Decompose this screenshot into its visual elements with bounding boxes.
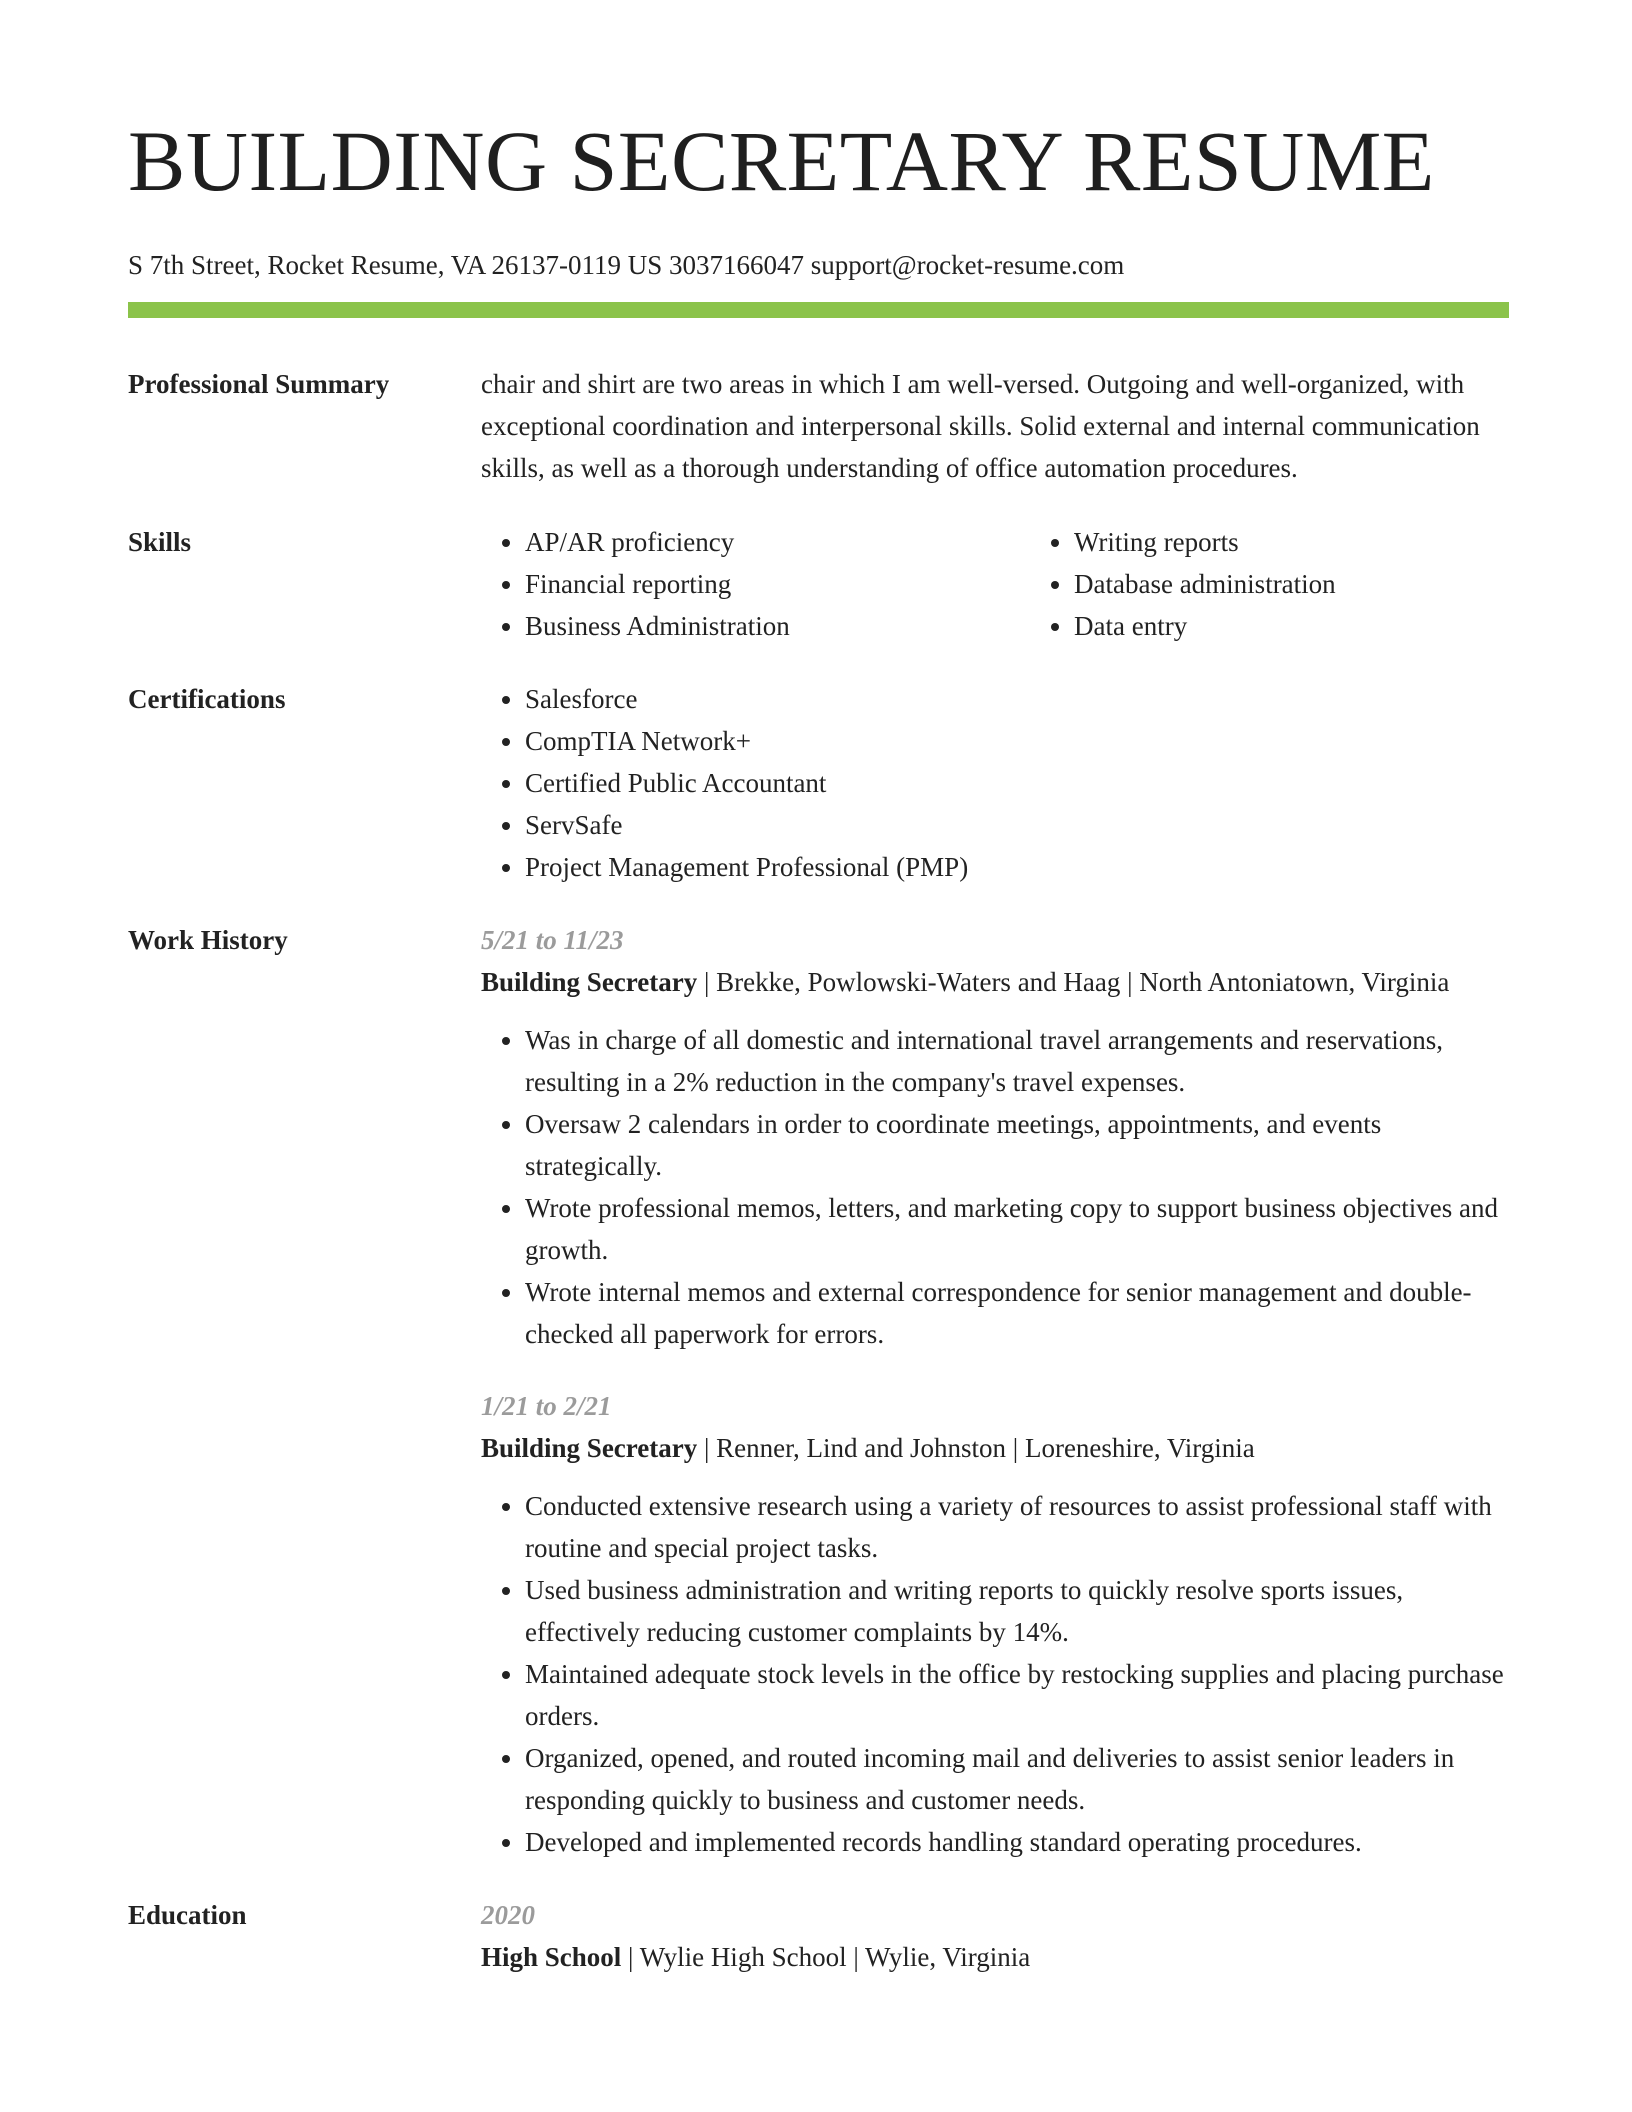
skill-item: • Financial reporting <box>525 563 1030 605</box>
education-body <box>481 1894 1508 1978</box>
contact-line <box>128 248 1508 282</box>
skills-label: Skills <box>128 527 192 557</box>
certifications-label: Certifications <box>128 684 286 714</box>
work-history-section <box>128 919 1508 1863</box>
education-heading <box>481 1936 1508 1978</box>
education-label: Education <box>128 1900 247 1930</box>
job-bullets <box>481 1485 1508 1863</box>
skill-item: • AP/AR proficiency <box>525 521 1030 563</box>
job-bullet: • Wrote professional memos, letters, and marketing copy to support business objectives and growth. <box>525 1187 1508 1271</box>
job-bullet: • Wrote internal memos and external correspondence for senior management and double-checked all paperwork for errors. <box>525 1271 1508 1355</box>
skill-item: • Data entry <box>1074 605 1579 647</box>
education-section <box>128 1894 1508 1978</box>
certification-item: • Salesforce <box>525 678 1508 720</box>
job-details: | Brekke, Powlowski-Waters and Haag | North Antoniatown, Virginia <box>697 967 1450 997</box>
summary-text: chair and shirt are two areas in which I am well-versed. Outgoing and well-organized, with exceptional coordination and interpersonal skills. Solid external and internal communication skills, as well as a thorough understanding of office automation procedures. <box>481 369 1480 483</box>
certifications-list <box>481 678 1508 888</box>
job-title: Building Secretary <box>481 967 698 997</box>
education-year: 2020 <box>481 1900 535 1930</box>
certification-item: • CompTIA Network+ <box>525 720 1508 762</box>
job-bullet: • Oversaw 2 calendars in order to coordinate meetings, appointments, and events strategically. <box>525 1103 1508 1187</box>
job-bullet: • Organized, opened, and routed incoming mail and deliveries to assist senior leaders in responding quickly to business and customer needs. <box>525 1737 1508 1821</box>
job-heading <box>481 1427 1508 1469</box>
resume-title: BUILDING SECRETARY RESUME <box>128 113 1435 209</box>
education-details: | Wylie High School | Wylie, Virginia <box>621 1942 1031 1972</box>
job-title: Building Secretary <box>481 1433 698 1463</box>
summary-section <box>128 363 1508 489</box>
work-history-body <box>481 919 1508 1863</box>
skills-list-right <box>1030 521 1579 647</box>
contact-address: S 7th Street, Rocket Resume, VA 26137-0119 US <box>128 250 663 280</box>
skills-body <box>481 521 1509 647</box>
job-entry <box>481 919 1508 1355</box>
job-bullet: • Used business administration and writing reports to quickly resolve sports issues, effectively reducing customer complaints by 14%. <box>525 1569 1508 1653</box>
job-details: | Renner, Lind and Johnston | Loreneshire, Virginia <box>697 1433 1255 1463</box>
job-dates: 5/21 to 11/23 <box>481 925 624 955</box>
job-dates: 1/21 to 2/21 <box>481 1391 612 1421</box>
certification-item: • ServSafe <box>525 804 1508 846</box>
contact-phone: 3037166047 <box>669 250 805 280</box>
skills-section <box>128 521 1508 647</box>
work-history-label: Work History <box>128 925 288 955</box>
certifications-body <box>481 678 1508 888</box>
skill-item: • Database administration <box>1074 563 1579 605</box>
certifications-section <box>128 678 1508 888</box>
skill-item: • Writing reports <box>1074 521 1579 563</box>
certification-item: • Project Management Professional (PMP) <box>525 846 1508 888</box>
job-heading <box>481 961 1508 1003</box>
contact-email: support@rocket-resume.com <box>810 250 1125 280</box>
skill-item: • Business Administration <box>525 605 1030 647</box>
job-bullet: • Maintained adequate stock levels in the office by restocking supplies and placing purchase orders. <box>525 1653 1508 1737</box>
education-degree: High School <box>481 1942 622 1972</box>
job-bullet: • Developed and implemented records handling standard operating procedures. <box>525 1821 1508 1863</box>
summary-label: Professional Summary <box>128 369 390 399</box>
job-entry <box>481 1385 1508 1863</box>
accent-divider <box>128 302 1509 318</box>
skills-list-left <box>481 521 1030 647</box>
job-bullet: • Was in charge of all domestic and international travel arrangements and reservations, resulting in a 2% reduction in the company's travel expenses. <box>525 1019 1508 1103</box>
job-bullets <box>481 1019 1508 1355</box>
certification-item: • Certified Public Accountant <box>525 762 1508 804</box>
job-bullet: • Conducted extensive research using a variety of resources to assist professional staff with routine and special project tasks. <box>525 1485 1508 1569</box>
